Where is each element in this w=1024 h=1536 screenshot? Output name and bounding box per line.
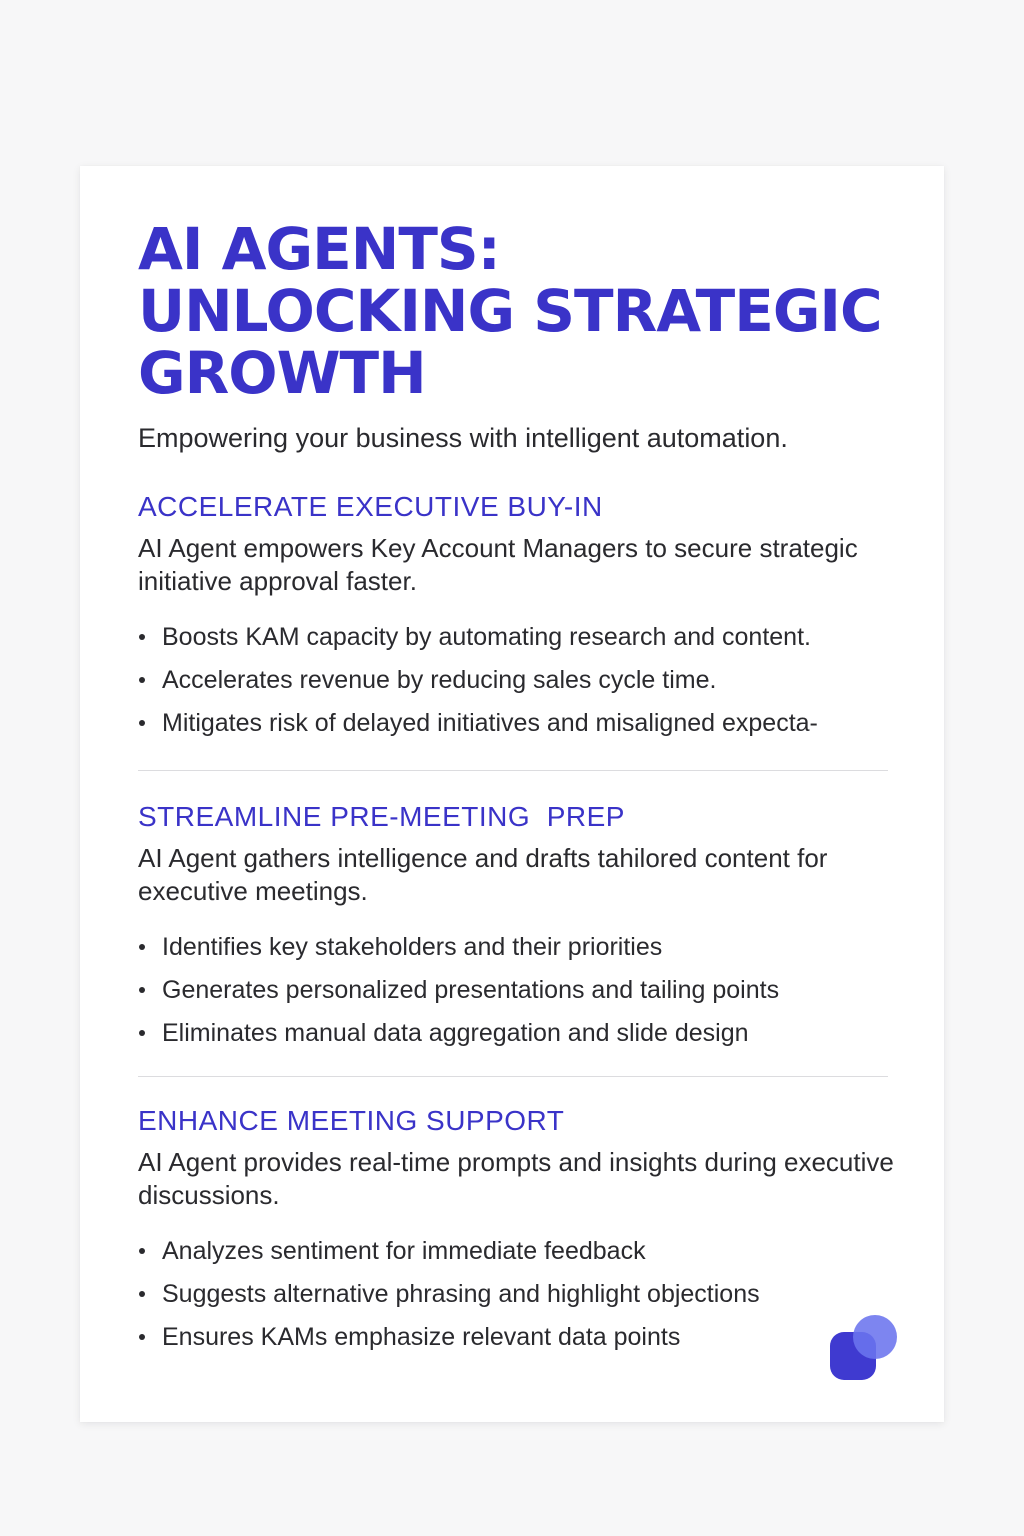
section-heading: ENHANCE MEETING SUPPORT [138, 1105, 565, 1136]
section-description: AI Agent gathers intelligence and drafts tahilored content for executive meetings. [138, 843, 828, 906]
section-description: AI Agent empowers Key Account Managers to secure strategic initiative approval faster. [138, 533, 858, 596]
bullet-list [138, 1230, 898, 1359]
content-card [80, 166, 944, 1422]
bullet-icon [139, 944, 145, 950]
page-subtitle: Empowering your business with intelligent automation. [138, 423, 788, 453]
list-item-text: Analyzes sentiment for immediate feedback [162, 1237, 646, 1265]
list-item-text: Identifies key stakeholders and their priorities [162, 933, 663, 961]
list-item-text: Eliminates manual data aggregation and slide design [162, 1019, 749, 1047]
section-heading: STREAMLINE PRE-MEETING PREP [138, 801, 625, 832]
list-item-text: Suggests alternative phrasing and highlight objections [162, 1280, 760, 1308]
bullet-icon [139, 1030, 145, 1036]
list-item [138, 1230, 898, 1273]
section-heading: ACCELERATE EXECUTIVE BUY-IN [138, 491, 603, 522]
list-item [138, 702, 898, 745]
list-item [138, 659, 898, 702]
overlapping-shapes-logo-icon [828, 1314, 898, 1384]
list-item-text: Boosts KAM capacity by automating research and content. [162, 623, 811, 651]
list-item [138, 616, 898, 659]
list-item-text: Accelerates revenue by reducing sales cycle time. [162, 666, 717, 694]
bullet-icon [139, 720, 145, 726]
list-item [138, 1012, 898, 1055]
list-item-text: Generates personalized presentations and tailing points [162, 976, 780, 1004]
bullet-list [138, 926, 898, 1055]
section-executive-buy-in [138, 490, 898, 745]
section-meeting-support [138, 1104, 898, 1359]
list-item-text: Ensures KAMs emphasize relevant data points [162, 1323, 681, 1351]
bullet-icon [139, 677, 145, 683]
list-item-text: Mitigates risk of delayed initiatives and misaligned expecta- [162, 709, 818, 737]
section-pre-meeting-prep [138, 800, 898, 1055]
bullet-icon [139, 1334, 145, 1340]
section-divider [138, 1076, 888, 1077]
section-divider [138, 770, 888, 771]
list-item [138, 1316, 898, 1359]
bullet-icon [139, 987, 145, 993]
bullet-icon [139, 1248, 145, 1254]
page-title: AI AGENTS: UNLOCKING STRATEGIC GROWTH [138, 215, 882, 407]
list-item [138, 926, 898, 969]
list-item [138, 969, 898, 1012]
bullet-list [138, 616, 898, 745]
bullet-icon [139, 1291, 145, 1297]
list-item [138, 1273, 898, 1316]
bullet-icon [139, 634, 145, 640]
section-description: AI Agent provides real-time prompts and insights during executive discussions. [138, 1147, 894, 1210]
